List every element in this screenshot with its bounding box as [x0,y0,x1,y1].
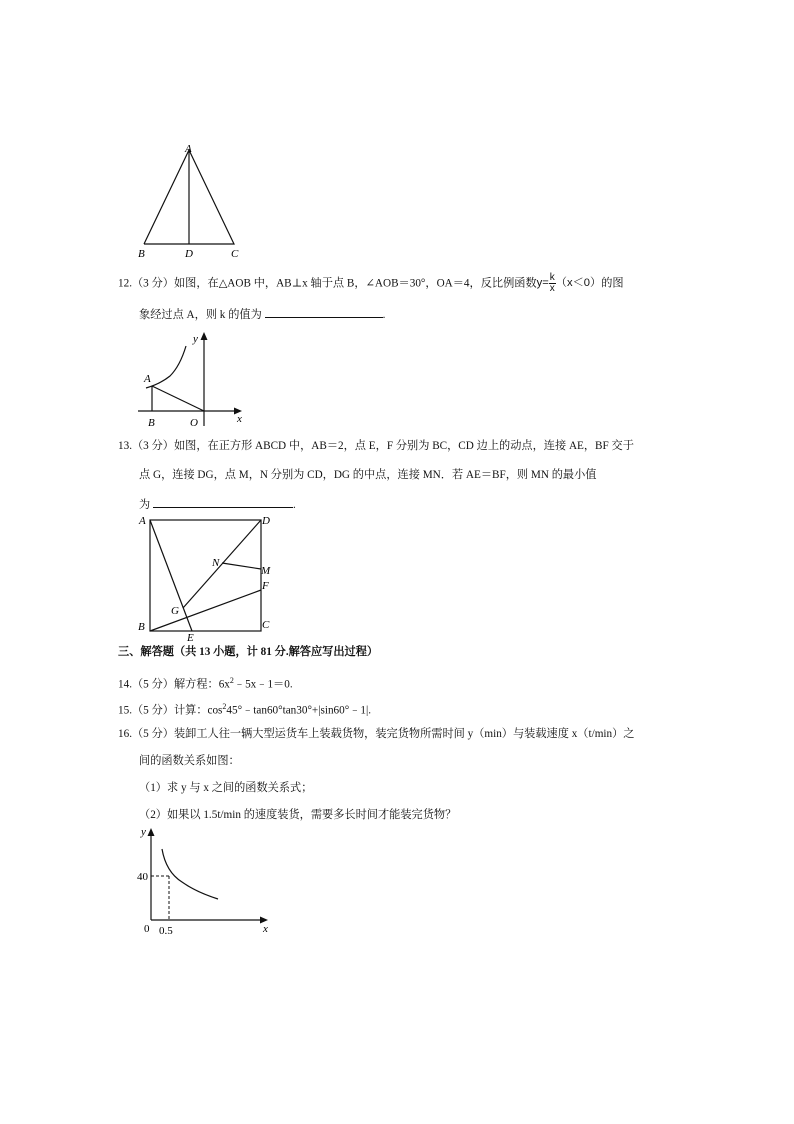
inverse-curve [162,849,218,899]
q13-text1: 13.（3 分）如图，在正方形 ABCD 中，AB＝2，点 E，F 分别为 BC，CD 边上的动点，连接 AE，BF 交于 [118,440,634,452]
y-axis-arrow [201,332,208,340]
q12-frac-den: x [549,283,555,294]
q13-text2: 点 G，连接 DG，点 M，N 分别为 CD，DG 的中点，连接 MN．若 AE＝BF，则 MN 的最小值 [139,469,597,481]
label-f: F [262,580,269,592]
label-a: A [185,143,192,155]
segment-bf [150,590,261,631]
q12-end: . [382,309,386,321]
label-m: M [261,565,271,577]
label-e: E [187,632,194,642]
square-abcd [150,520,261,631]
q15-text-tail: 45°﹣tan60°tan30°+|sin60°﹣1|. [226,704,372,717]
q15-line [118,700,371,718]
q16-text2: 间的函数关系如图： [139,755,240,767]
label-x: x [263,923,268,935]
label-o: O [190,417,198,429]
label-a: A [144,373,151,385]
label-d: D [185,248,193,260]
q16-sub1-text: （1）求 y 与 x 之间的函数关系式； [139,782,313,794]
q14-text: 14.（5 分）解方程：6x [118,678,230,691]
label-b: B [148,417,155,429]
q12-formula [536,272,602,294]
segment-mn [222,563,261,569]
q16-sub2-text: （2）如果以 1.5t/min 的速度装货，需要多长时间才能装完货物？ [139,809,457,821]
hyperbola-curve [146,346,186,388]
q14-line [118,674,293,692]
q12-answer-blank[interactable] [265,306,383,318]
q13-figure [134,510,276,642]
label-b: B [138,248,145,260]
label-n: N [212,557,220,569]
q15-text: 15.（5 分）计算：cos [118,704,223,717]
label-0: 0 [144,923,150,935]
label-d: D [262,515,270,527]
label-b: B [138,621,145,633]
q12-text2: 象经过点 A，则 k 的值为 [139,309,262,321]
q13-line1 [118,439,634,453]
q12-text-tail: 的图 [601,277,624,290]
y-axis-arrow [148,828,155,836]
q12-text: 12.（3 分）如图，在△AOB 中，AB⊥x 轴于点 B，∠AOB＝30°，OA＝4，反比例函数 [118,277,537,290]
q12-line1 [118,273,624,294]
q13-text3: 为 [139,499,151,511]
q14-text-tail: ﹣5x﹣1＝0. [233,678,293,691]
q14-sup: 2 [229,676,234,685]
q16-figure [136,820,278,938]
q16-sub1 [139,781,312,795]
q12-fraction [549,273,556,294]
q13-end: . [293,499,296,511]
q12-figure [132,326,250,430]
triangle-figure [130,140,250,262]
label-y: y [193,333,198,345]
label-40: 40 [137,871,148,883]
q15-sup: 2 [222,702,227,711]
q13-answer-blank[interactable] [153,496,293,508]
q16-line1 [118,727,635,741]
section-title: 三、解答题（共 13 小题，计 81 分.解答应写出过程） [118,646,379,658]
q12-line2 [139,306,385,322]
q12-frac-num: k [549,272,555,283]
section-heading [118,645,378,659]
label-y: y [141,826,146,838]
label-g: G [171,605,179,617]
q13-line2 [139,468,596,482]
label-c: C [231,248,239,260]
label-a: A [139,515,146,527]
label-c: C [262,619,270,631]
q12-y-eq: y= [536,277,549,290]
label-x: x [237,413,242,425]
segment-ao [152,386,204,411]
q16-text1: 16.（5 分）装卸工人往一辆大型运货车上装载货物，装完货物所需时间 y（min）与装载速度 x（t/min）之 [118,728,635,740]
q16-line2 [139,754,240,768]
q12-condition: （x＜0） [555,277,602,290]
label-05: 0.5 [159,925,173,937]
